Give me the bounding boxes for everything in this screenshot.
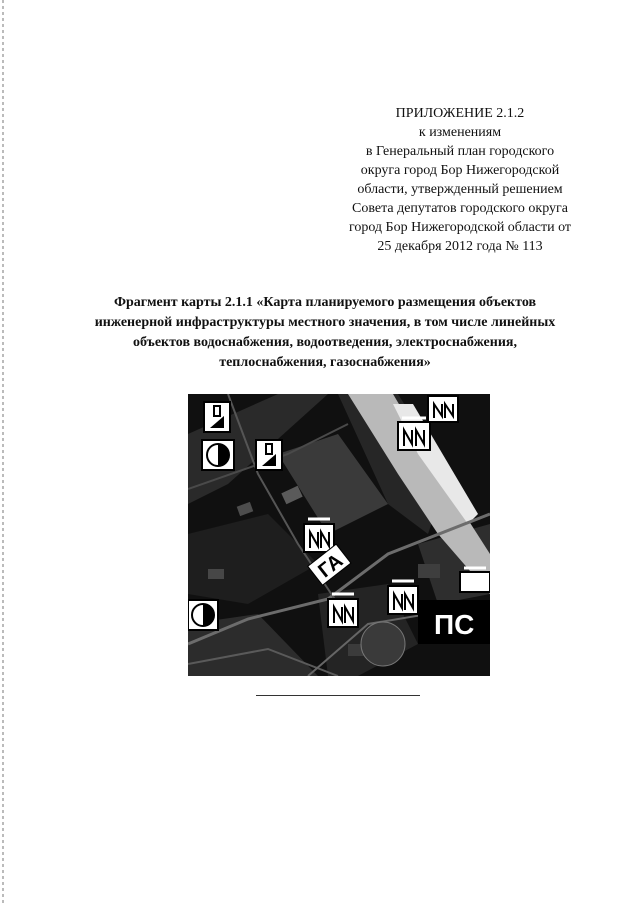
scan-edge-artifact bbox=[2, 0, 4, 905]
appendix-header bbox=[320, 104, 600, 256]
map-fragment-title bbox=[85, 293, 565, 373]
appendix-line: в Генеральный план городского bbox=[365, 144, 555, 159]
title-line: Фрагмент карты 2.1.1 «Карта планируемого размещения объектов bbox=[113, 295, 537, 310]
appendix-line: 25 декабря 2012 года № 113 bbox=[377, 239, 543, 254]
title-line: теплоснабжения, газоснабжения» bbox=[219, 355, 431, 370]
appendix-line: Совета депутатов городского округа bbox=[352, 201, 568, 216]
substation-label: ПС bbox=[434, 609, 475, 640]
gas-station-label: ГА bbox=[314, 549, 348, 583]
bottom-rule bbox=[256, 695, 420, 696]
title-line: объектов водоснабжения, водоотведения, электроснабжения, bbox=[133, 335, 517, 350]
map-fragment bbox=[188, 394, 490, 676]
map-labels-layer bbox=[188, 394, 490, 676]
appendix-title: ПРИЛОЖЕНИЕ 2.1.2 bbox=[395, 106, 525, 121]
appendix-line: город Бор Нижегородской области от bbox=[348, 220, 572, 235]
appendix-line: к изменениям bbox=[418, 125, 502, 140]
appendix-line: округа город Бор Нижегородской bbox=[360, 163, 560, 178]
appendix-line: области, утвержденный решением bbox=[357, 182, 563, 197]
title-line: инженерной инфраструктуры местного значения, в том числе линейных bbox=[94, 315, 556, 330]
